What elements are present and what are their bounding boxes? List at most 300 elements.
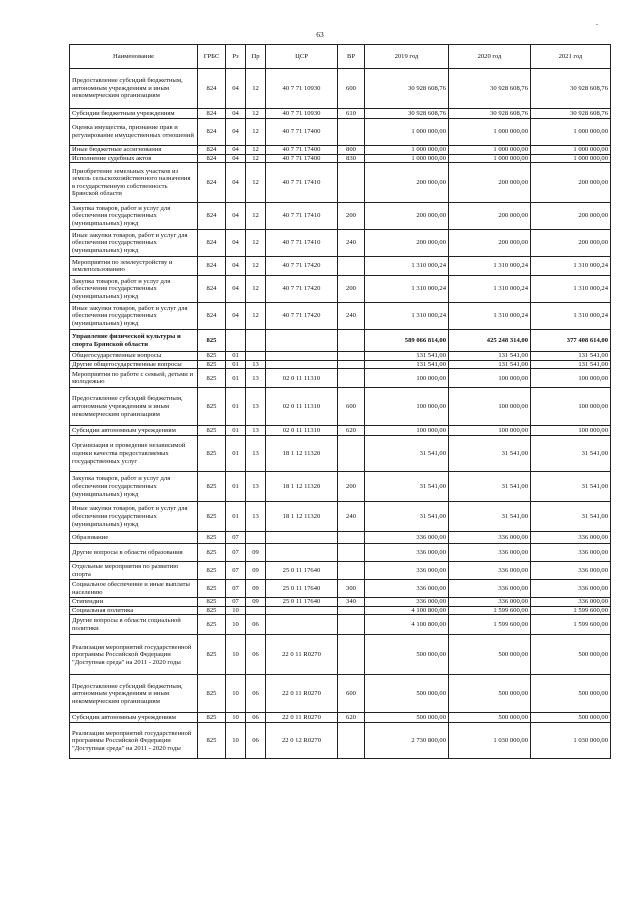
cell-y2021: 131 541,00 [531,352,611,361]
cell-rz: 01 [226,436,246,472]
cell-name: Субсидии автономным учреждениям [70,713,198,723]
cell-csr: 18 1 12 11320 [266,436,338,472]
cell-y2019: 4 100 800,00 [365,615,449,635]
cell-grbs: 825 [198,472,226,502]
table-row [70,352,611,361]
cell-vr: 240 [338,303,365,330]
table-body [70,69,611,759]
cell-csr [266,615,338,635]
table-row [70,615,611,635]
cell-grbs: 824 [198,276,226,303]
cell-grbs: 825 [198,330,226,352]
cell-grbs: 825 [198,360,226,369]
cell-y2021: 200 000,00 [531,203,611,230]
cell-y2020: 336 000,00 [449,562,531,580]
cell-vr: 830 [338,154,365,163]
cell-y2021: 1 599 600,00 [531,606,611,615]
header-name: Наименование [70,45,198,69]
cell-name: Иные закупки товаров, работ и услуг для обеспечения государственных (муниципальных) нужд [70,303,198,330]
header-vr: ВР [338,45,365,69]
cell-y2020: 131 541,00 [449,360,531,369]
cell-csr: 25 0 11 17640 [266,598,338,607]
cell-y2021: 200 000,00 [531,163,611,203]
cell-y2021: 336 000,00 [531,580,611,598]
table-row [70,502,611,532]
cell-y2019: 2 730 800,00 [365,723,449,759]
cell-pr: 06 [246,723,266,759]
cell-y2021: 1 310 000,24 [531,303,611,330]
cell-y2019: 1 310 000,24 [365,303,449,330]
cell-name: Приобретение земельных участков из земель сельскохозяйственного назначения в государственную собственность Брянской области [70,163,198,203]
cell-name: Мероприятия по работе с семьей, детьми и молодежью [70,369,198,388]
cell-csr [266,352,338,361]
header-grbs: ГРБС [198,45,226,69]
cell-rz: 07 [226,532,246,544]
cell-vr: 340 [338,598,365,607]
cell-y2019: 30 928 608,76 [365,109,449,119]
cell-vr [338,369,365,388]
cell-y2019: 1 000 000,00 [365,119,449,146]
table-row [70,276,611,303]
cell-csr: 40 7 71 17410 [266,203,338,230]
table-row [70,606,611,615]
cell-grbs: 825 [198,598,226,607]
table-row [70,330,611,352]
cell-rz: 07 [226,598,246,607]
cell-vr: 620 [338,426,365,436]
cell-y2019: 336 000,00 [365,544,449,562]
cell-vr [338,544,365,562]
table-row [70,598,611,607]
cell-name: Предоставление субсидий бюджетным, автономным учреждениям и иным некоммерческим организациям [70,69,198,109]
cell-y2021: 31 541,00 [531,502,611,532]
cell-csr: 02 0 11 11310 [266,369,338,388]
cell-grbs: 824 [198,230,226,257]
cell-csr: 40 7 71 17420 [266,303,338,330]
cell-csr [266,606,338,615]
cell-grbs: 825 [198,635,226,675]
cell-vr: 240 [338,502,365,532]
cell-pr: 12 [246,230,266,257]
table-row [70,544,611,562]
cell-vr: 800 [338,146,365,155]
cell-name: Другие вопросы в области образования [70,544,198,562]
cell-vr [338,532,365,544]
header-rz: Рз [226,45,246,69]
cell-name: Образование [70,532,198,544]
cell-y2021: 1 599 600,00 [531,615,611,635]
cell-pr: 06 [246,675,266,713]
cell-y2019: 1 310 000,24 [365,276,449,303]
table-row [70,635,611,675]
cell-pr: 13 [246,388,266,426]
cell-pr: 12 [246,163,266,203]
cell-csr: 18 1 12 11320 [266,502,338,532]
cell-pr: 13 [246,360,266,369]
cell-grbs: 825 [198,352,226,361]
cell-grbs: 825 [198,723,226,759]
cell-y2019: 500 000,00 [365,675,449,713]
cell-y2021: 500 000,00 [531,635,611,675]
cell-csr: 40 7 71 17400 [266,154,338,163]
cell-csr: 22 0 11 R0270 [266,713,338,723]
cell-y2020: 200 000,00 [449,230,531,257]
cell-y2020: 30 928 608,76 [449,109,531,119]
table-row [70,562,611,580]
table-row [70,532,611,544]
cell-pr [246,532,266,544]
cell-y2019: 200 000,00 [365,230,449,257]
cell-y2020: 100 000,00 [449,369,531,388]
cell-y2020: 1 000 000,00 [449,146,531,155]
cell-y2019: 1 000 000,00 [365,154,449,163]
cell-y2020: 336 000,00 [449,544,531,562]
cell-y2019: 30 928 608,76 [365,69,449,109]
cell-y2019: 1 310 000,24 [365,257,449,276]
cell-y2020: 500 000,00 [449,675,531,713]
cell-grbs: 825 [198,606,226,615]
cell-vr [338,615,365,635]
cell-y2021: 31 541,00 [531,436,611,472]
cell-pr: 06 [246,635,266,675]
cell-csr [266,544,338,562]
cell-csr: 40 7 71 17400 [266,146,338,155]
cell-name: Закупка товаров, работ и услуг для обеспечения государственных (муниципальных) нужд [70,472,198,502]
cell-rz: 04 [226,146,246,155]
cell-rz: 01 [226,369,246,388]
cell-csr: 02 0 11 11310 [266,388,338,426]
cell-y2020: 31 541,00 [449,436,531,472]
cell-pr: 06 [246,713,266,723]
cell-y2021: 336 000,00 [531,562,611,580]
table-row [70,303,611,330]
cell-name: Иные закупки товаров, работ и услуг для обеспечения государственных (муниципальных) нужд [70,502,198,532]
cell-rz: 04 [226,154,246,163]
cell-grbs: 825 [198,436,226,472]
cell-name: Общегосударственные вопросы [70,352,198,361]
cell-y2020: 336 000,00 [449,580,531,598]
cell-y2021: 131 541,00 [531,360,611,369]
cell-csr [266,360,338,369]
cell-grbs: 825 [198,532,226,544]
cell-rz: 04 [226,69,246,109]
cell-vr: 200 [338,203,365,230]
cell-y2021: 1 310 000,24 [531,257,611,276]
cell-rz: 01 [226,502,246,532]
cell-y2019: 31 541,00 [365,472,449,502]
cell-rz: 04 [226,303,246,330]
cell-name: Социальное обеспечение и иные выплаты населению [70,580,198,598]
cell-y2019: 31 541,00 [365,436,449,472]
cell-vr [338,606,365,615]
cell-y2020: 1 599 600,00 [449,606,531,615]
cell-rz: 10 [226,606,246,615]
cell-name: Отдельные мероприятия по развитию спорта [70,562,198,580]
cell-vr [338,562,365,580]
cell-vr [338,163,365,203]
cell-rz: 04 [226,109,246,119]
cell-name: Реализация мероприятий государственной программы Российской Федерации "Доступная среда" на 2011 - 2020 годы [70,723,198,759]
cell-vr: 300 [338,580,365,598]
cell-pr: 09 [246,580,266,598]
cell-y2019: 31 541,00 [365,502,449,532]
cell-grbs: 824 [198,257,226,276]
cell-y2020: 131 541,00 [449,352,531,361]
cell-rz: 10 [226,615,246,635]
cell-y2019: 131 541,00 [365,352,449,361]
cell-name: Организация и проведение независимой оценки качества предоставляемых государственных услуг [70,436,198,472]
cell-rz: 10 [226,635,246,675]
table-row [70,388,611,426]
cell-grbs: 825 [198,562,226,580]
cell-vr [338,119,365,146]
cell-grbs: 825 [198,369,226,388]
cell-pr: 12 [246,276,266,303]
cell-y2020: 425 248 314,00 [449,330,531,352]
cell-y2021: 1 000 000,00 [531,119,611,146]
cell-rz: 01 [226,360,246,369]
cell-csr: 40 7 71 17420 [266,276,338,303]
cell-y2021: 1 030 000,00 [531,723,611,759]
cell-pr: 06 [246,615,266,635]
cell-rz: 07 [226,562,246,580]
cell-name: Закупка товаров, работ и услуг для обеспечения государственных (муниципальных) нужд [70,276,198,303]
cell-pr: 12 [246,119,266,146]
table-row [70,472,611,502]
cell-pr [246,330,266,352]
cell-csr: 40 7 71 17400 [266,119,338,146]
table-row [70,369,611,388]
table-row [70,360,611,369]
cell-pr: 12 [246,303,266,330]
cell-pr: 13 [246,472,266,502]
cell-y2020: 336 000,00 [449,532,531,544]
cell-y2019: 336 000,00 [365,580,449,598]
cell-y2021: 1 000 000,00 [531,154,611,163]
cell-rz: 04 [226,163,246,203]
cell-grbs: 825 [198,675,226,713]
header-pr: Пр [246,45,266,69]
corner-mark: - [596,20,599,28]
cell-csr: 22 0 12 R0270 [266,723,338,759]
cell-y2020: 1 310 000,24 [449,276,531,303]
cell-y2019: 1 000 000,00 [365,146,449,155]
table-row [70,723,611,759]
cell-csr: 22 0 11 R0270 [266,675,338,713]
cell-name: Иные закупки товаров, работ и услуг для обеспечения государственных (муниципальных) нужд [70,230,198,257]
cell-y2019: 589 066 814,00 [365,330,449,352]
table-row [70,109,611,119]
cell-y2021: 30 928 608,76 [531,109,611,119]
cell-csr: 18 1 12 11320 [266,472,338,502]
cell-grbs: 824 [198,69,226,109]
cell-pr: 13 [246,502,266,532]
table-row [70,203,611,230]
cell-rz: 04 [226,276,246,303]
cell-vr [338,436,365,472]
page-number: 63 [316,30,324,39]
cell-y2021: 1 310 000,24 [531,276,611,303]
cell-y2019: 4 100 800,00 [365,606,449,615]
cell-rz: 01 [226,352,246,361]
cell-y2021: 336 000,00 [531,532,611,544]
cell-y2019: 500 000,00 [365,713,449,723]
cell-name: Социальная политика [70,606,198,615]
cell-y2021: 30 928 608,76 [531,69,611,109]
cell-y2019: 100 000,00 [365,426,449,436]
cell-y2020: 100 000,00 [449,388,531,426]
cell-y2021: 31 541,00 [531,472,611,502]
cell-rz: 10 [226,713,246,723]
cell-csr: 22 0 11 R0270 [266,635,338,675]
cell-y2021: 1 000 000,00 [531,146,611,155]
cell-name: Реализация мероприятий государственной программы Российской Федерации "Доступная среда" на 2011 - 2020 годы [70,635,198,675]
cell-y2019: 500 000,00 [365,635,449,675]
table-row [70,436,611,472]
cell-rz: 04 [226,203,246,230]
cell-rz: 01 [226,388,246,426]
cell-name: Предоставление субсидий бюджетным, автономным учреждениям и иным некоммерческим организациям [70,388,198,426]
budget-table [69,44,611,759]
table-row [70,146,611,155]
cell-pr: 13 [246,436,266,472]
cell-grbs: 824 [198,119,226,146]
cell-y2019: 100 000,00 [365,388,449,426]
cell-name: Стипендии [70,598,198,607]
cell-pr: 13 [246,426,266,436]
cell-vr: 600 [338,675,365,713]
header-csr: ЦСР [266,45,338,69]
cell-grbs: 825 [198,388,226,426]
cell-pr: 12 [246,257,266,276]
cell-rz: 04 [226,119,246,146]
cell-grbs: 825 [198,502,226,532]
table-row [70,163,611,203]
cell-rz: 04 [226,257,246,276]
cell-rz: 10 [226,723,246,759]
cell-grbs: 824 [198,203,226,230]
cell-rz: 01 [226,426,246,436]
header-2020: 2020 год [449,45,531,69]
table-row [70,154,611,163]
cell-pr [246,352,266,361]
cell-vr [338,635,365,675]
cell-y2020: 1 599 600,00 [449,615,531,635]
cell-vr [338,257,365,276]
cell-vr: 200 [338,472,365,502]
cell-vr: 610 [338,109,365,119]
cell-grbs: 825 [198,544,226,562]
cell-pr: 12 [246,203,266,230]
cell-name: Мероприятия по землеустройству и землепользованию [70,257,198,276]
cell-pr: 12 [246,146,266,155]
cell-csr [266,330,338,352]
cell-grbs: 824 [198,154,226,163]
cell-name: Исполнение судебных актов [70,154,198,163]
cell-name: Другие вопросы в области социальной политики [70,615,198,635]
cell-y2020: 31 541,00 [449,472,531,502]
cell-pr [246,606,266,615]
cell-grbs: 824 [198,109,226,119]
table-row [70,257,611,276]
cell-vr: 600 [338,69,365,109]
cell-csr: 40 7 71 10930 [266,109,338,119]
cell-y2020: 31 541,00 [449,502,531,532]
cell-y2019: 200 000,00 [365,163,449,203]
cell-name: Другие общегосударственные вопросы [70,360,198,369]
cell-csr: 40 7 71 17410 [266,163,338,203]
cell-y2020: 200 000,00 [449,203,531,230]
cell-pr: 09 [246,544,266,562]
cell-grbs: 824 [198,303,226,330]
cell-y2021: 336 000,00 [531,544,611,562]
cell-rz: 01 [226,472,246,502]
cell-pr: 12 [246,69,266,109]
cell-name: Субсидии автономным учреждениям [70,426,198,436]
cell-pr: 13 [246,369,266,388]
cell-name: Оценка имущества, признание прав и регулирование имущественных отношений [70,119,198,146]
cell-pr: 12 [246,109,266,119]
cell-grbs: 825 [198,713,226,723]
cell-csr: 25 0 11 17640 [266,562,338,580]
cell-csr: 40 7 71 10930 [266,69,338,109]
cell-grbs: 824 [198,146,226,155]
cell-rz: 04 [226,230,246,257]
cell-grbs: 824 [198,163,226,203]
cell-rz: 07 [226,544,246,562]
cell-name: Управление физической культуры и спорта Брянской области [70,330,198,352]
cell-vr [338,360,365,369]
cell-pr: 09 [246,598,266,607]
cell-vr [338,352,365,361]
cell-csr: 25 0 11 17640 [266,580,338,598]
table-row [70,230,611,257]
cell-csr: 40 7 71 17410 [266,230,338,257]
cell-y2020: 1 000 000,00 [449,119,531,146]
cell-y2021: 200 000,00 [531,230,611,257]
header-2019: 2019 год [365,45,449,69]
cell-vr [338,723,365,759]
header-2021: 2021 год [531,45,611,69]
cell-csr: 40 7 71 17420 [266,257,338,276]
cell-y2020: 1 000 000,00 [449,154,531,163]
cell-y2020: 500 000,00 [449,635,531,675]
table-row [70,69,611,109]
cell-csr [266,532,338,544]
cell-name: Субсидии бюджетным учреждениям [70,109,198,119]
cell-vr: 200 [338,276,365,303]
cell-y2019: 100 000,00 [365,369,449,388]
cell-y2021: 100 000,00 [531,369,611,388]
cell-y2021: 100 000,00 [531,388,611,426]
table-row [70,426,611,436]
cell-y2020: 200 000,00 [449,163,531,203]
cell-y2019: 131 541,00 [365,360,449,369]
cell-y2021: 100 000,00 [531,426,611,436]
cell-y2021: 377 408 614,00 [531,330,611,352]
cell-name: Предоставление субсидий бюджетным, автономным учреждениям и иным некоммерческим организациям [70,675,198,713]
cell-vr [338,330,365,352]
cell-pr: 09 [246,562,266,580]
cell-rz: 10 [226,675,246,713]
cell-csr: 02 0 11 11310 [266,426,338,436]
cell-y2019: 336 000,00 [365,532,449,544]
table-row [70,713,611,723]
cell-rz: 07 [226,580,246,598]
cell-vr: 240 [338,230,365,257]
cell-y2020: 1 310 000,24 [449,257,531,276]
cell-y2020: 500 000,00 [449,713,531,723]
